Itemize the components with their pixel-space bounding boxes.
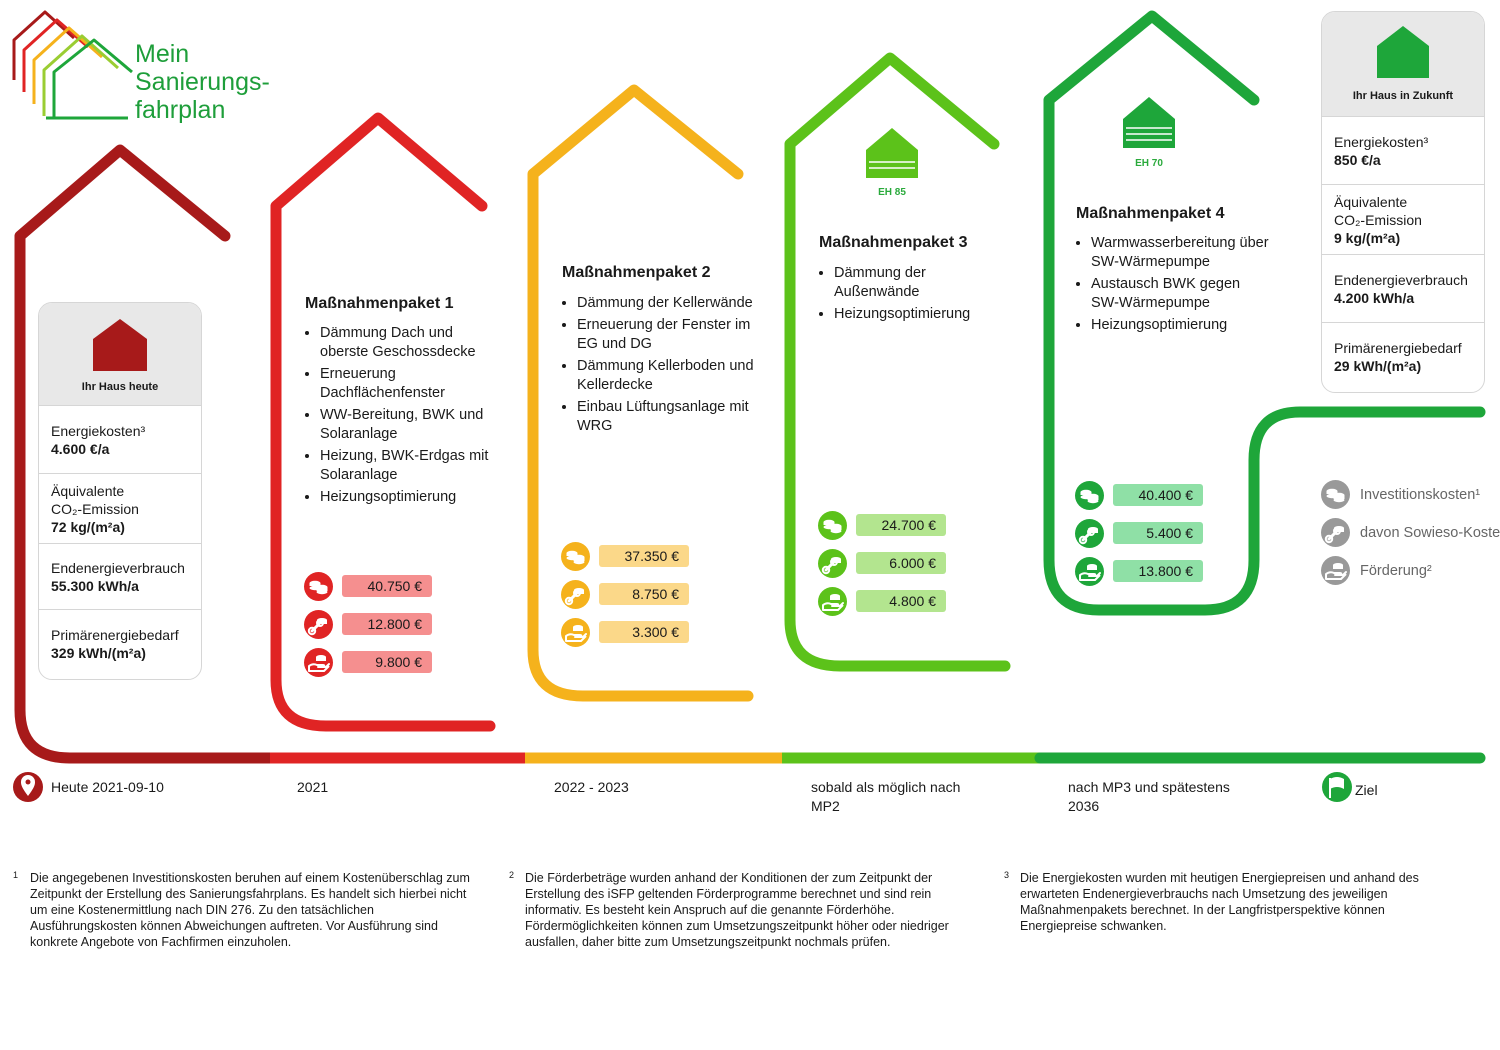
timeline-label-mp2: 2022 - 2023 <box>554 779 629 795</box>
sowieso-cost-row <box>561 575 689 613</box>
eh70-house-icon <box>1123 97 1175 148</box>
list-item: • Heizungsoptimierung <box>834 305 1014 324</box>
house-icon <box>1375 24 1431 80</box>
primary-energy-row <box>39 609 201 677</box>
title-line: Sanierungs- <box>135 68 270 96</box>
footnote-number: 1 <box>13 870 19 880</box>
package-2-costs <box>561 537 689 651</box>
location-pin-icon <box>13 772 43 802</box>
co2-row <box>1322 184 1484 254</box>
row-label: Energiekosten³ <box>1334 133 1429 150</box>
house-icon <box>90 317 150 373</box>
list-item: • Dämmung Kellerboden und Kellerdecke <box>577 357 757 395</box>
eh85-house-icon <box>866 128 918 178</box>
energy-cost-row <box>39 405 201 473</box>
cost-value: 40.750 € <box>342 575 432 597</box>
package-2-list <box>555 294 757 439</box>
coins-icon <box>1075 481 1104 510</box>
package-3-title: Maßnahmenpaket 3 <box>819 234 968 251</box>
investment-cost-row <box>818 506 946 544</box>
today-card-header <box>39 303 201 405</box>
cost-value: 8.750 € <box>599 583 689 605</box>
timeline-label-mp1: 2021 <box>297 779 329 795</box>
eh70-badge: EH 70 <box>1135 158 1163 169</box>
wrench-icon <box>561 580 590 609</box>
list-item: • Warmwasserbereitung über SW-Wärmepumpe <box>1091 234 1271 272</box>
footnote-number: 2 <box>509 870 515 880</box>
legend-investment <box>1321 480 1480 509</box>
wrench-icon <box>1075 519 1104 548</box>
row-value: 55.300 kWh/a <box>51 577 139 594</box>
timeline-label-goal: Ziel <box>1355 782 1378 798</box>
list-item: • Einbau Lüftungsanlage mit WRG <box>577 398 757 436</box>
package-2-title: Maßnahmenpaket 2 <box>562 264 711 281</box>
package-1-title: Maßnahmenpaket 1 <box>305 295 454 312</box>
wrench-icon <box>818 549 847 578</box>
coins-icon <box>818 511 847 540</box>
funding-row <box>818 582 946 620</box>
cost-value: 3.300 € <box>599 621 689 643</box>
list-item: • WW-Bereitung, BWK und Solaranlage <box>320 406 500 444</box>
list-item: • Austausch BWK gegen SW-Wärmepumpe <box>1091 275 1271 313</box>
row-value: 850 €/a <box>1334 151 1381 168</box>
list-item: • Dämmung der Außenwände <box>834 264 1014 302</box>
today-card <box>38 302 202 680</box>
sowieso-cost-row <box>304 605 432 643</box>
logo-icon <box>14 12 132 118</box>
timeline-label-today: Heute 2021-09-10 <box>51 779 164 795</box>
cost-value: 12.800 € <box>342 613 432 635</box>
hand-coins-icon <box>561 618 590 647</box>
list-item: • Heizungsoptimierung <box>1091 316 1271 335</box>
footnote-1: Die angegebenen Investitionskosten beruhen auf einem Kostenüberschlag zum Zeitpunkt der Erstellung des Sanierungsfahrplans. Es handelt sich hierbei nicht um eine Kostenermittlung nach DIN 276. Zu den tatsächlichen Ausführungskosten können Abweichungen auftreten. Vor Ausführung sind konkrete Angebote von Fachfirmen einzuholen. <box>30 871 470 949</box>
row-label: Energiekosten³ <box>51 422 146 439</box>
sowieso-cost-row <box>818 544 946 582</box>
future-card <box>1321 11 1485 393</box>
legend-label: davon Sowieso-Koste <box>1360 524 1500 541</box>
list-item: • Erneuerung Dachflächenfenster <box>320 365 500 403</box>
package-4-costs <box>1075 476 1203 590</box>
legend-funding <box>1321 556 1432 585</box>
package-3-list <box>812 264 1014 327</box>
hand-coins-icon <box>1075 557 1104 586</box>
row-label: Primärenergiebedarf <box>1334 339 1462 356</box>
list-item: • Heizungsoptimierung <box>320 488 500 507</box>
eh85-badge: EH 85 <box>878 187 906 198</box>
hand-coins-icon <box>304 648 333 677</box>
row-value: 72 kg/(m²a) <box>51 518 125 535</box>
package-4-list <box>1069 234 1271 338</box>
primary-energy-row <box>1322 322 1484 390</box>
list-item: • Dämmung Dach und oberste Geschossdecke <box>320 324 500 362</box>
footnote-3: Die Energiekosten wurden mit heutigen Energiepreisen und anhand des erwarteten Endenergieverbrauchs nach Umsetzung des jeweiligen Maßnahmenpakets berechnet. In der Langfristperspektive können Energiepreise schwanken. <box>1020 871 1419 933</box>
timeline-label-mp3: sobald als möglich nach MP2 <box>811 779 961 814</box>
final-energy-row <box>1322 254 1484 322</box>
investment-cost-row <box>304 567 432 605</box>
future-card-header <box>1322 12 1484 116</box>
hand-coins-icon <box>818 587 847 616</box>
list-item: • Heizung, BWK-Erdgas mit Solaranlage <box>320 447 500 485</box>
row-value: 29 kWh/(m²a) <box>1334 357 1422 374</box>
package-3-costs <box>818 506 946 620</box>
cost-value: 13.800 € <box>1113 560 1203 582</box>
timeline-label-mp4: nach MP3 und spätestens 2036 <box>1068 779 1230 814</box>
flag-icon <box>1322 772 1352 802</box>
row-label: Primärenergiebedarf <box>51 626 179 643</box>
row-label: CO₂-Emission <box>51 500 139 517</box>
list-item: • Dämmung der Kellerwände <box>577 294 757 313</box>
row-label: CO₂-Emission <box>1334 211 1422 228</box>
future-card-label: Ihr Haus in Zukunft <box>1352 90 1454 102</box>
list-item: • Erneuerung der Fenster im EG und DG <box>577 316 757 354</box>
cost-value: 6.000 € <box>856 552 946 574</box>
wrench-icon <box>1321 518 1350 547</box>
title-line: fahrplan <box>135 96 226 124</box>
package-4-title: Maßnahmenpaket 4 <box>1076 205 1225 222</box>
footnote-2: Die Förderbeträge wurden anhand der Konditionen der zum Zeitpunkt der Erstellung des iSFP geltenden Förderprogramme berechnet und sind rein informativ. Es besteht kein Anspruch auf die genannte Förderhöhe. Fördermöglichkeiten können zum Umsetzungszeitpunkt höher oder niedriger ausfallen, daher bitte zum Umsetzungszeitpunkt nochmals prüfen. <box>525 871 949 949</box>
coins-icon <box>304 572 333 601</box>
row-value: 4.600 €/a <box>51 440 110 457</box>
co2-row <box>39 473 201 543</box>
cost-value: 9.800 € <box>342 651 432 673</box>
cost-value: 37.350 € <box>599 545 689 567</box>
cost-value: 4.800 € <box>856 590 946 612</box>
today-card-label: Ihr Haus heute <box>81 381 159 393</box>
investment-cost-row <box>561 537 689 575</box>
row-value: 329 kWh/(m²a) <box>51 644 146 661</box>
energy-cost-row <box>1322 116 1484 184</box>
footnote-number: 3 <box>1004 870 1010 880</box>
title-line: Mein <box>135 40 190 68</box>
page-title <box>135 40 270 124</box>
cost-value: 24.700 € <box>856 514 946 536</box>
row-label: Endenergieverbrauch <box>1334 271 1468 288</box>
package-1-costs <box>304 567 432 681</box>
coins-icon <box>1321 480 1350 509</box>
sowieso-cost-row <box>1075 514 1203 552</box>
coins-icon <box>561 542 590 571</box>
investment-cost-row <box>1075 476 1203 514</box>
row-label: Endenergieverbrauch <box>51 559 185 576</box>
funding-row <box>304 643 432 681</box>
funding-row <box>1075 552 1203 590</box>
row-value: 4.200 kWh/a <box>1334 289 1415 306</box>
legend-sowieso <box>1321 518 1500 547</box>
final-energy-row <box>39 543 201 609</box>
funding-row <box>561 613 689 651</box>
cost-value: 5.400 € <box>1113 522 1203 544</box>
row-label: Äquivalente <box>51 482 125 499</box>
legend-label: Förderung² <box>1360 562 1432 579</box>
row-label: Äquivalente <box>1334 193 1408 210</box>
row-value: 9 kg/(m²a) <box>1334 229 1401 246</box>
legend-label: Investitionskosten¹ <box>1360 486 1481 503</box>
package-1-list <box>298 324 500 510</box>
cost-value: 40.400 € <box>1113 484 1203 506</box>
wrench-icon <box>304 610 333 639</box>
hand-coins-icon <box>1321 556 1350 585</box>
